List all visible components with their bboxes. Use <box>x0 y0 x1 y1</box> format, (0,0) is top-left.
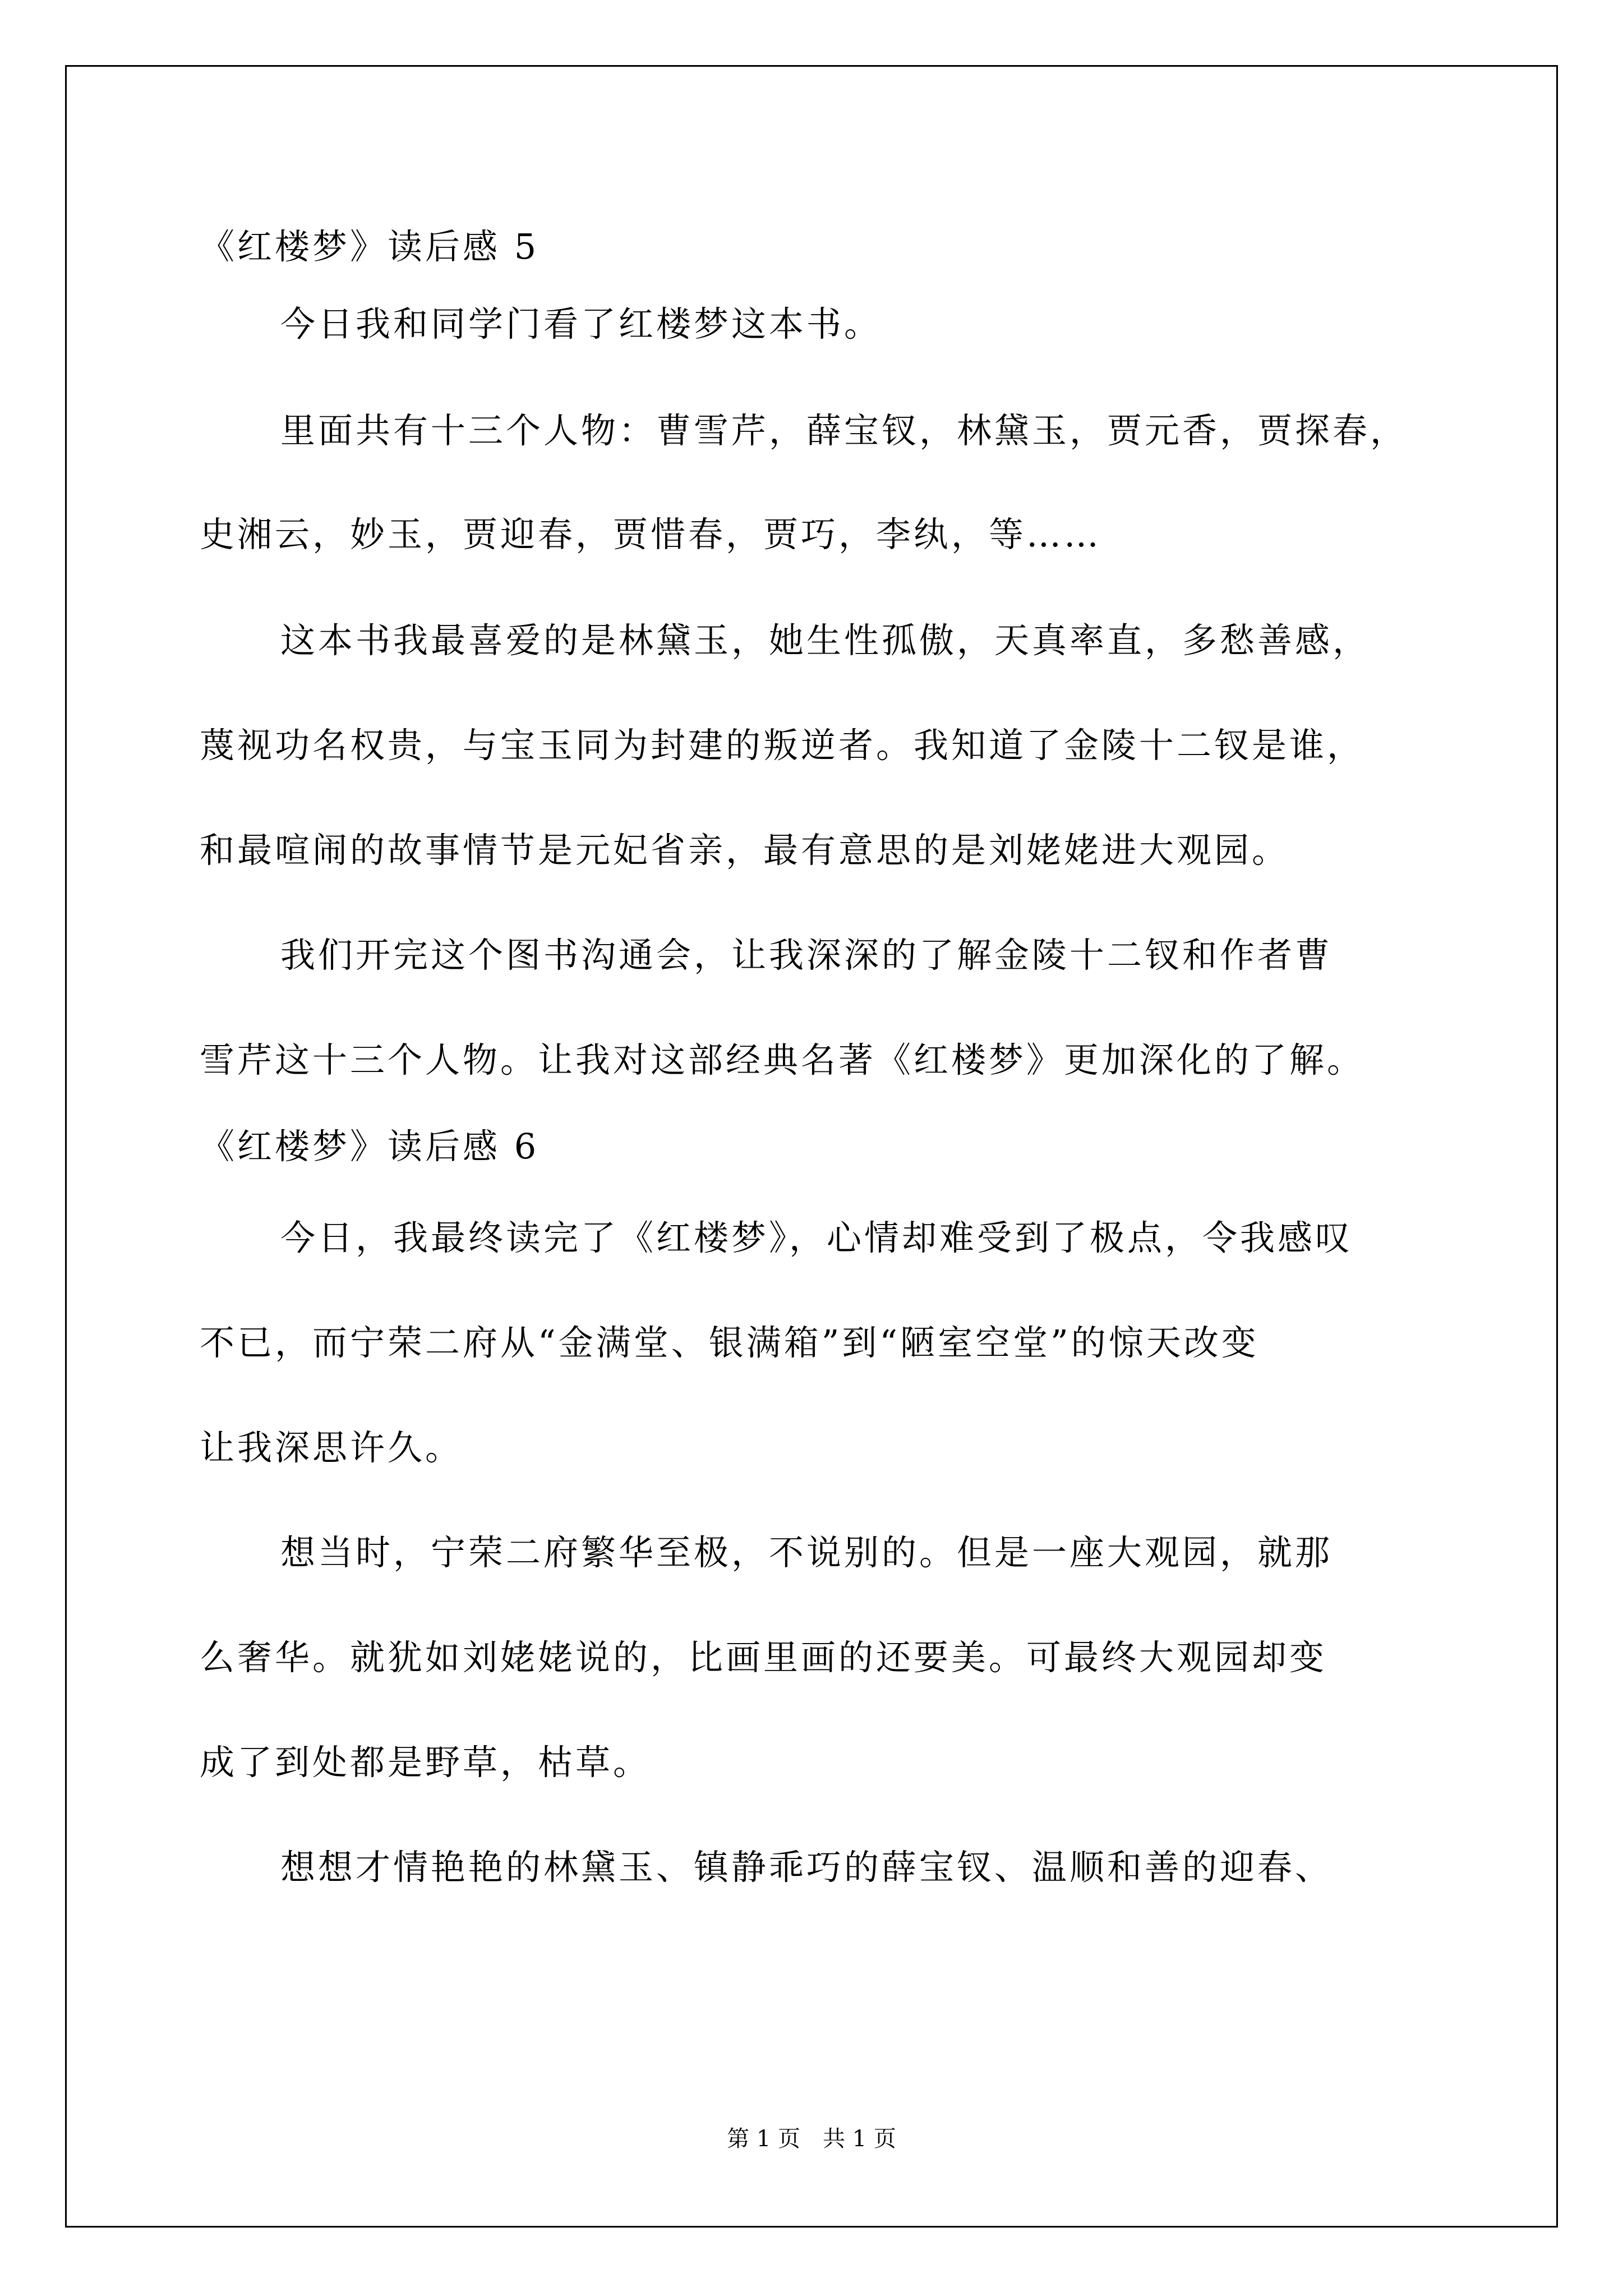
paragraph-line: 不已，而宁荣二府从“金满堂、银满箱”到“陋室空堂”的惊天改变 <box>200 1322 1259 1363</box>
paragraph-line: 史湘云，妙玉，贾迎春，贾惜春，贾巧，李纨，等…… <box>200 514 1102 555</box>
paragraph-line: 蔑视功名权贵，与宝玉同为封建的叛逆者。我知道了金陵十二钗是谁， <box>200 725 1365 766</box>
paragraph-line: 和最喧闹的故事情节是元妃省亲，最有意思的是刘姥姥进大观园。 <box>200 830 1290 871</box>
paragraph-line: 我们开完这个图书沟通会，让我深深的了解金陵十二钗和作者曹 <box>280 935 1333 976</box>
paragraph-line: 雪芹这十三个人物。让我对这部经典名著《红楼梦》更加深化的了解。 <box>200 1039 1365 1080</box>
paragraph-line: 成了到处都是野草，枯草。 <box>200 1742 651 1783</box>
paragraph-line: 么奢华。就犹如刘姥姥说的，比画里画的还要美。可最终大观园却变 <box>200 1637 1327 1678</box>
paragraph-line: 今日，我最终读完了《红楼梦》，心情却难受到了极点，令我感叹 <box>280 1217 1353 1258</box>
paragraph-line: 今日我和同学门看了红楼梦这本书。 <box>280 303 882 344</box>
page-number-footer: 第 1 页 共 1 页 <box>727 2126 896 2152</box>
paragraph-line: 这本书我最喜爱的是林黛玉，她生性孤傲，天真率直，多愁善感， <box>280 620 1371 661</box>
paragraph-line: 想想才情艳艳的林黛玉、镇静乖巧的薛宝钗、温顺和善的迎春、 <box>280 1847 1333 1888</box>
paragraph-line: 让我深思许久。 <box>200 1427 463 1468</box>
section-heading-6: 《红楼梦》读后感 6 <box>200 1126 540 1167</box>
paragraph-line: 里面共有十三个人物：曹雪芹，薛宝钗，林黛玉，贾元香，贾探春， <box>280 410 1408 451</box>
paragraph-line: 想当时，宁荣二府繁华至极，不说别的。但是一座大观园，就那 <box>280 1532 1333 1573</box>
section-heading-5: 《红楼梦》读后感 5 <box>200 226 540 267</box>
